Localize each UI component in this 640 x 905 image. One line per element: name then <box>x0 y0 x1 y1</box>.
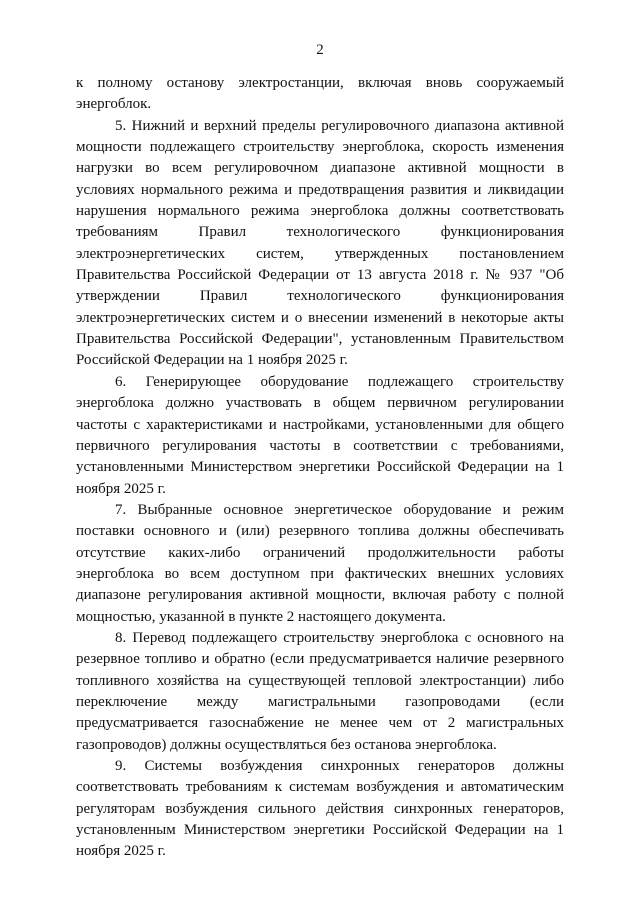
paragraph-item-5: 5. Нижний и верхний пределы регулировочного диапазона активной мощности подлежащего строительству энергоблока, скорость изменения нагрузки во всем регулировочном диапазоне активной мощности в условиях нормального режима и предотвращения развития и ликвидации нарушения нормального режима энергоблока должны соответствовать требованиям Правил технологического функционирования электроэнергетических систем, утвержденных постановлением Правительства Российской Федерации от 13 августа 2018 г. № 937 "Об утверждении Правил технологического функционирования электроэнергетических систем и о внесении изменений в некоторые акты Правительства Российской Федерации", установленным Правительством Российской Федерации на 1 ноября 2025 г. <box>76 117 564 369</box>
paragraph-item-7: 7. Выбранные основное энергетическое оборудование и режим поставки основного и (или) резервного топлива должны обеспечивать отсутствие каких-либо ограничений продолжительности работы энергоблока во всем доступном при фактических внешних условиях диапазоне регулирования активной мощности, включая работу с полной мощностью, указанной в пункте 2 настоящего документа. <box>76 501 564 625</box>
page-number: 2 <box>316 42 324 58</box>
paragraph-item-8: 8. Перевод подлежащего строительству энергоблока с основного на резервное топливо и обратно (если предусматривается наличие резервного топливного хозяйства на существующей тепловой электростанции) либо переключение между магистральными газопроводами (если предусматривается газоснабжение не менее чем от 2 магистральных газопроводов) должны осуществляться без останова энергоблока. <box>76 629 564 753</box>
paragraph-item-9: 9. Системы возбуждения синхронных генераторов должны соответствовать требованиям к системам возбуждения и автоматическим регуляторам возбуждения сильного действия синхронных генераторов, установленным Министерством энергетики Российской Федерации на 1 ноября 2025 г. <box>76 758 564 860</box>
document-body <box>76 73 564 863</box>
paragraph-continuation: к полному останову электростанции, включая вновь сооружаемый энергоблок. <box>76 75 564 113</box>
paragraph-item-6: 6. Генерирующее оборудование подлежащего строительству энергоблока должно участвовать в общем первичном регулировании частоты с характеристиками и настройками, установленными для общего первичного регулирования частоты в соответствии с требованиями, установленными Министерством энергетики Российской Федерации на 1 ноября 2025 г. <box>76 373 564 497</box>
